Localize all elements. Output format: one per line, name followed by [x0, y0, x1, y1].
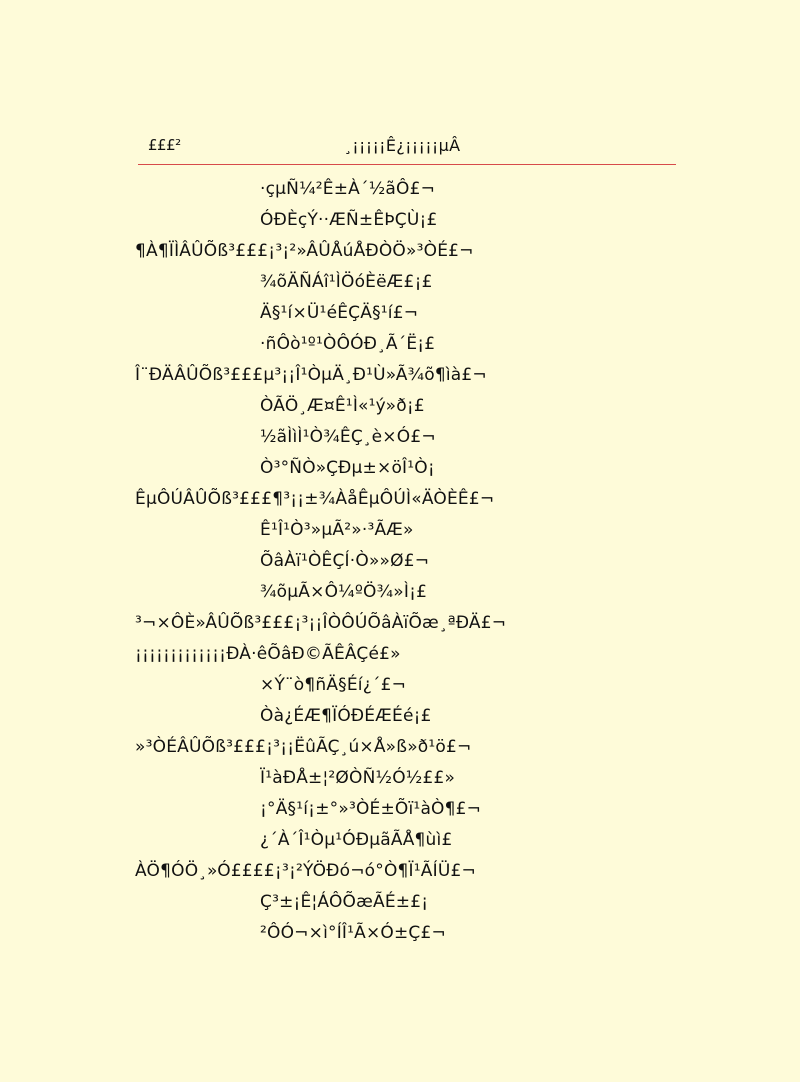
- verse-line: Ê¹Î¹Ò³»µÃ²»·³ÃÆ»: [260, 520, 414, 540]
- verse-line: ³¬×ÔÈ»ÂÛÕß³£££¡³¡¡ÎÒÔÚÕâÀïÕæ¸ªÐÄ£¬: [135, 613, 507, 633]
- verse-line: ¾õÄÑÁî¹ÌÖóÈëÆ£¡£: [260, 272, 433, 292]
- verse-line: ¿´À´Î¹Òµ¹ÓÐµãÃÅ¶ùì£: [260, 830, 453, 850]
- verse-line: Î¨ÐÄÂÛÕß³£££µ³¡¡Î¹ÒµÄ¸Ð¹Ù»Ã¾õ¶ìà£¬: [135, 365, 487, 385]
- verse-line: ÒÃÖ¸Æ¤Ê¹Ì«¹ý»ð¡£: [260, 396, 425, 416]
- verse-line: Ò³°ÑÒ»ÇÐµ±×öÎ¹Ò¡: [260, 458, 435, 478]
- verse-line: Òà¿ÉÆ¶ÏÓÐÉÆÉé¡£: [260, 706, 432, 726]
- verse-line: Ï¹àÐÅ±¦²ØÒÑ½Ó½££»: [260, 768, 456, 788]
- verse-line: ½ãÌìÌ¹Ò¾ÊÇ¸è×Ó£¬: [260, 427, 436, 447]
- verse-line: ÀÖ¶ÓÖ¸»Ó££££¡³¡²ÝÖÐó¬ó°Ò¶Ï¹ÃÍÜ£¬: [135, 861, 476, 881]
- verse-line: Ä§¹í×Ü¹éÊÇÄ§¹í£¬: [260, 303, 419, 323]
- verse-line: ÕâÀï¹ÒÊÇÍ·Ò»»Ø£¬: [260, 551, 430, 571]
- verse-line: ¡°Ä§¹í¡±°»³ÒÉ±Õï¹àÒ¶£¬: [260, 799, 482, 819]
- verse-line: ·çµÑ¼²Ê±À´½ãÔ£¬: [260, 179, 436, 199]
- verse-line: »³ÒÉÂÛÕß³£££¡³¡¡ËûÃÇ¸ú×Å»ß»ð¹ö£¬: [135, 737, 472, 757]
- verse-line: ÓÐÈçÝ··ÆÑ±ÊÞÇÙ¡£: [260, 210, 438, 230]
- verse-line: ×Ý¨ò¶ñÄ§Éí¿´£¬: [260, 675, 407, 695]
- verse-line: ¡¡¡¡¡¡¡¡¡¡¡¡¡ÐÀ·êÕâÐ©ÃÊÂÇé£»: [135, 644, 401, 664]
- running-title: ¸¡¡¡¡¡Ê¿¡¡¡¡¡µÂ: [344, 136, 461, 155]
- verse-line: Ç³±¡Ê¦ÁÔÕæÃÉ±£¡: [260, 892, 429, 912]
- verse-line: ÊµÔÚÂÛÕß³£££¶³¡¡±¾ÀåÊµÔÚÌ«ÄÒÈÊ£¬: [135, 489, 495, 509]
- header-rule: [138, 164, 676, 165]
- page-number: £££²: [148, 136, 181, 154]
- verse-line: ¾õµÃ×Ô¼ºÖ¾»Ì¡£: [260, 582, 428, 602]
- page-header: [0, 130, 800, 166]
- verse-line: ²ÔÓ¬×ì°ÍÎ¹Ã×Ó±Ç£¬: [260, 923, 446, 943]
- verse-line: ·ñÔò¹º¹ÒÔÓÐ¸Ã´Ë¡£: [260, 334, 436, 354]
- verse-line: ¶À¶ÏÌÂÛÕß³£££¡³¡²»ÂÛÅúÅÐÒÖ»³ÒÉ£¬: [135, 241, 474, 261]
